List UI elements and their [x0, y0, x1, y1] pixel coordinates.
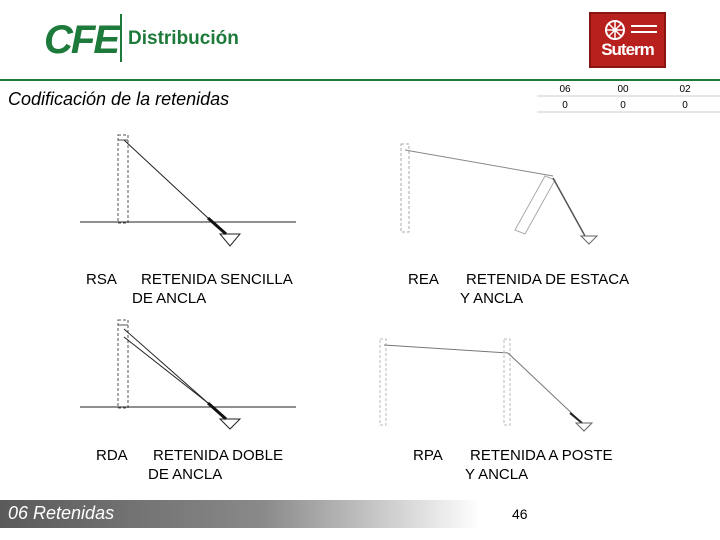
diagram-rea: [395, 140, 610, 250]
code-cell: 02: [679, 84, 691, 95]
cfe-logo: [44, 14, 244, 66]
desc-rea-line1: RETENIDA DE ESTACA: [466, 271, 630, 288]
code-rea: REA: [408, 271, 439, 288]
code-cell: 0: [682, 100, 688, 111]
code-cell: 06: [559, 84, 571, 95]
diagram-rpa: [370, 335, 610, 435]
code-cell: 0: [562, 100, 568, 111]
page-number: 46: [512, 506, 528, 522]
code-rsa: RSA: [86, 271, 117, 288]
suterm-logo-text: Suterm: [601, 40, 654, 59]
footer-section: 06 Retenidas: [8, 503, 115, 523]
suterm-logo: [589, 12, 666, 68]
code-table-lines: [537, 82, 720, 118]
diagram-rda: [80, 315, 300, 430]
code-rda: RDA: [96, 447, 128, 464]
desc-rea-line2: Y ANCLA: [460, 290, 524, 307]
desc-rpa-line1: RETENIDA A POSTE: [470, 447, 613, 464]
page-title: Codificación de la retenidas: [8, 89, 230, 109]
code-cell: 00: [617, 84, 629, 95]
code-table: [537, 82, 720, 118]
cfe-subtitle: Distribución: [128, 28, 239, 49]
desc-rda-line2: DE ANCLA: [148, 466, 223, 483]
code-rpa: RPA: [413, 447, 443, 464]
header-divider: [0, 79, 720, 81]
desc-rsa-line2: DE ANCLA: [132, 290, 207, 307]
code-cell: 0: [620, 100, 626, 111]
logo-divider: [120, 14, 122, 62]
desc-rsa-line1: RETENIDA SENCILLA: [141, 271, 293, 288]
desc-rda-line1: RETENIDA DOBLE: [153, 447, 284, 464]
cfe-logo-text: CFE: [44, 18, 118, 62]
diagram-rsa: [80, 130, 300, 250]
desc-rpa-line2: Y ANCLA: [465, 466, 529, 483]
